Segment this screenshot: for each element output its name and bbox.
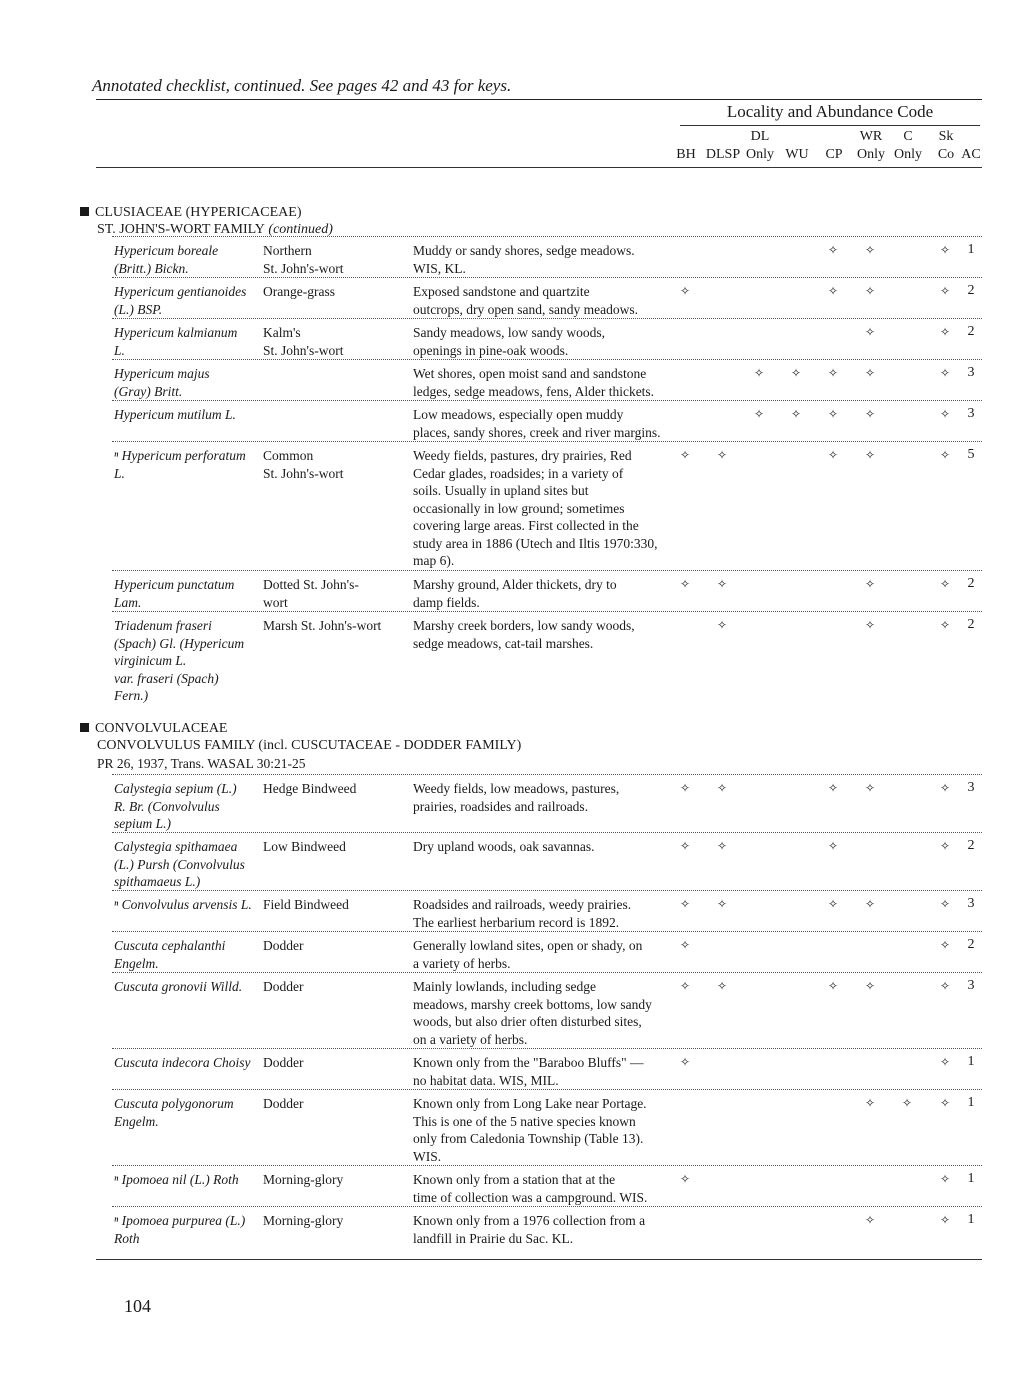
presence-marker-icon: ✧ [828,366,839,380]
row-divider [112,1089,982,1090]
presence-marker-icon: ✧ [754,407,765,421]
abundance-code: 2 [967,576,975,591]
species-scientific-name: Cuscuta polygonorum Engelm. [114,1096,234,1129]
presence-marker-icon: ✧ [828,897,839,911]
species-scientific-name: Cuscuta gronovii Willd. [114,979,243,994]
species-common-name: Kalm's St. John's-wort [263,325,344,358]
abundance-code: 2 [967,838,975,853]
abundance-code: 2 [967,324,975,339]
species-habitat: Muddy or sandy shores, sedge meadows. WIS, KL. [413,243,635,276]
species-common-name: Dotted St. John's- wort [263,577,359,610]
species-scientific-name: Hypericum mutilum L. [114,407,236,422]
presence-marker-icon: ✧ [791,407,802,421]
column-header-top: C [903,129,913,144]
presence-marker-icon: ✧ [865,577,876,591]
species-scientific-name: Hypericum boreale (Britt.) Bickn. [114,243,219,276]
presence-marker-icon: ✧ [940,897,951,911]
species-habitat: Generally lowland sites, open or shady, on a variety of herbs. [413,938,643,971]
presence-marker-icon: ✧ [940,407,951,421]
presence-marker-icon: ✧ [865,407,876,421]
species-scientific-name: Hypericum kalmianum L. [114,325,238,358]
presence-marker-icon: ✧ [680,897,691,911]
species-habitat: Low meadows, especially open muddy places, sandy shores, creek and river margins. [413,407,661,440]
presence-marker-icon: ✧ [828,839,839,853]
column-header-bottom: AC [961,147,981,162]
row-divider [112,1206,982,1207]
species-scientific-name: Cuscuta indecora Choisy [114,1055,251,1070]
species-scientific-name: Hypericum gentianoides (L.) BSP. [114,284,247,317]
family-subtitle-note: (continued) [264,222,333,237]
column-header-bottom: Only [894,147,922,162]
abundance-code: 1 [967,1171,975,1186]
column-header-bottom: Only [857,147,885,162]
presence-marker-icon: ✧ [940,325,951,339]
species-habitat: Marshy ground, Alder thickets, dry to damp fields. [413,577,617,610]
abundance-code: 1 [967,1212,975,1227]
species-common-name: Northern St. John's-wort [263,243,344,276]
presence-marker-icon: ✧ [828,781,839,795]
presence-marker-icon: ✧ [940,448,951,462]
species-common-name: Morning-glory [263,1172,344,1187]
row-divider [112,1165,982,1166]
row-divider [112,441,982,442]
species-habitat: Exposed sandstone and quartzite outcrops, dry open sand, sandy meadows. [413,284,638,317]
presence-marker-icon: ✧ [828,284,839,298]
page-title: Annotated checklist, continued. See pages 42 and 43 for keys. [92,76,512,95]
column-header-bottom: DLSP [705,147,741,162]
species-common-name: Low Bindweed [263,839,346,854]
row-divider [112,774,982,775]
row-divider [112,570,982,571]
presence-marker-icon: ✧ [680,938,691,952]
presence-marker-icon: ✧ [940,781,951,795]
species-common-name: Marsh St. John's-wort [263,618,382,633]
species-scientific-name: ⁿ Ipomoea nil (L.) Roth [114,1172,239,1187]
abundance-code: 3 [967,406,975,421]
presence-marker-icon: ✧ [865,243,876,257]
locality-title: Locality and Abundance Code [726,102,934,121]
presence-marker-icon: ✧ [865,979,876,993]
column-header-top: Sk [938,129,954,144]
abundance-code: 1 [967,1054,975,1069]
abundance-code: 3 [967,896,975,911]
presence-marker-icon: ✧ [680,1172,691,1186]
presence-marker-icon: ✧ [940,1172,951,1186]
species-scientific-name: Calystegia spithamaea (L.) Pursh (Convolvulus spithamaeus L.) [114,839,245,889]
column-header-top: WR [859,129,883,144]
presence-marker-icon: ✧ [680,577,691,591]
presence-marker-icon: ✧ [717,618,728,632]
row-divider [112,277,982,278]
page-number: 104 [124,1296,151,1316]
abundance-code: 2 [967,617,975,632]
family-name [80,720,227,737]
presence-marker-icon: ✧ [717,781,728,795]
row-divider [112,236,982,237]
species-habitat: Mainly lowlands, including sedge meadows, marshy creek bottoms, low sandy woods, but also drier often disturbed sites, on a variety of herbs. [413,979,652,1047]
abundance-code: 3 [967,780,975,795]
presence-marker-icon: ✧ [865,781,876,795]
row-divider [112,890,982,891]
species-habitat: Known only from a station that at the time of collection was a campground. WIS. [413,1172,648,1205]
bottom-rule [96,1259,982,1260]
presence-marker-icon: ✧ [680,781,691,795]
row-divider [112,611,982,612]
species-scientific-name: Hypericum majus (Gray) Britt. [114,366,210,399]
presence-marker-icon: ✧ [865,366,876,380]
presence-marker-icon: ✧ [940,284,951,298]
presence-marker-icon: ✧ [940,938,951,952]
presence-marker-icon: ✧ [717,979,728,993]
species-scientific-name: ⁿ Ipomoea purpurea (L.) Roth [114,1213,246,1246]
species-habitat: Wet shores, open moist sand and sandstone ledges, sedge meadows, fens, Alder thickets. [413,366,655,399]
species-scientific-name: Hypericum punctatum Lam. [114,577,235,610]
presence-marker-icon: ✧ [865,1096,876,1110]
presence-marker-icon: ✧ [680,979,691,993]
row-divider [112,931,982,932]
presence-marker-icon: ✧ [902,1096,913,1110]
family-subtitle [97,737,521,754]
column-header-bottom: CP [825,147,843,162]
column-header-bottom: Only [746,147,774,162]
species-scientific-name: Calystegia sepium (L.) R. Br. (Convolvulus sepium L.) [114,781,237,831]
column-header-top: DL [750,129,770,144]
abundance-code: 3 [967,978,975,993]
column-header-bottom: Co [937,147,955,162]
column-header-bottom: BH [676,147,696,162]
header-rule [96,167,982,168]
species-common-name: Field Bindweed [263,897,349,912]
family-subtitle-text: ST. JOHN'S-WORT FAMILY [97,222,265,237]
species-habitat: Weedy fields, pastures, dry prairies, Red Cedar glades, roadsides; in a variety of soils. Usually in upland sites but occasionally in low ground; sometimes covering large areas. First collected in the study area in 1886 (Utech and Iltis 1970:330, map 6). [413,448,658,568]
species-habitat: Known only from a 1976 collection from a landfill in Prairie du Sac. KL. [413,1213,646,1246]
presence-marker-icon: ✧ [717,897,728,911]
column-header-bottom: WU [785,147,809,162]
species-habitat: Weedy fields, low meadows, pastures, prairies, roadsides and railroads. [413,781,620,814]
presence-marker-icon: ✧ [680,839,691,853]
presence-marker-icon: ✧ [865,284,876,298]
row-divider [112,832,982,833]
abundance-code: 2 [967,283,975,298]
species-habitat: Roadsides and railroads, weedy prairies. The earliest herbarium record is 1892. [413,897,632,930]
species-habitat: Marshy creek borders, low sandy woods, sedge meadows, cat-tail marshes. [413,618,635,651]
presence-marker-icon: ✧ [940,577,951,591]
species-common-name: Dodder [263,1055,304,1070]
species-habitat: Known only from the "Baraboo Bluffs" — no habitat data. WIS, MIL. [413,1055,644,1088]
family-name [80,204,302,221]
row-divider [112,318,982,319]
abundance-code: 5 [967,447,975,462]
presence-marker-icon: ✧ [940,839,951,853]
species-common-name: Dodder [263,1096,304,1111]
species-scientific-name: ⁿ Hypericum perforatum L. [114,448,246,481]
presence-marker-icon: ✧ [865,897,876,911]
row-divider [112,359,982,360]
presence-marker-icon: ✧ [828,979,839,993]
species-common-name: Orange-grass [263,284,335,299]
species-habitat: Sandy meadows, low sandy woods, openings in pine-oak woods. [413,325,605,358]
presence-marker-icon: ✧ [940,1213,951,1227]
top-rule [96,99,982,100]
family-name-text: CONVOLVULACEAE [95,721,228,736]
species-common-name: Common St. John's-wort [263,448,344,481]
presence-marker-icon: ✧ [865,448,876,462]
abundance-code: 2 [967,937,975,952]
presence-marker-icon: ✧ [680,284,691,298]
abundance-code: 1 [967,242,975,257]
species-common-name: Dodder [263,938,304,953]
family-reference: PR 26, 1937, Trans. WASAL 30:21-25 [97,756,306,771]
family-bullet-icon [80,207,89,216]
presence-marker-icon: ✧ [828,243,839,257]
row-divider [112,1048,982,1049]
abundance-code: 1 [967,1095,975,1110]
species-habitat: Dry upland woods, oak savannas. [413,839,595,854]
species-scientific-name: ⁿ Convolvulus arvensis L. [114,897,252,912]
presence-marker-icon: ✧ [717,577,728,591]
locality-rule [680,125,980,126]
presence-marker-icon: ✧ [940,366,951,380]
presence-marker-icon: ✧ [940,979,951,993]
presence-marker-icon: ✧ [791,366,802,380]
presence-marker-icon: ✧ [717,839,728,853]
presence-marker-icon: ✧ [940,1096,951,1110]
presence-marker-icon: ✧ [940,618,951,632]
species-habitat: Known only from Long Lake near Portage. This is one of the 5 native species known only from Caledonia Township (Table 13). WIS. [413,1096,647,1164]
family-bullet-icon [80,723,89,732]
presence-marker-icon: ✧ [865,325,876,339]
species-common-name: Morning-glory [263,1213,344,1228]
abundance-code: 3 [967,365,975,380]
presence-marker-icon: ✧ [680,1055,691,1069]
species-common-name: Dodder [263,979,304,994]
family-subtitle-text: CONVOLVULUS FAMILY (incl. CUSCUTACEAE - DODDER FAMILY) [97,738,522,753]
species-common-name: Hedge Bindweed [263,781,357,796]
presence-marker-icon: ✧ [865,1213,876,1227]
presence-marker-icon: ✧ [865,618,876,632]
presence-marker-icon: ✧ [940,243,951,257]
presence-marker-icon: ✧ [717,448,728,462]
species-scientific-name: Cuscuta cephalanthi Engelm. [114,938,226,971]
presence-marker-icon: ✧ [680,448,691,462]
presence-marker-icon: ✧ [754,366,765,380]
species-scientific-name: Triadenum fraseri (Spach) Gl. (Hypericum virginicum L. var. fraseri (Spach) Fern.) [114,618,245,703]
presence-marker-icon: ✧ [828,448,839,462]
row-divider [112,400,982,401]
row-divider [112,972,982,973]
family-name-text: CLUSIACEAE (HYPERICACEAE) [95,205,302,220]
presence-marker-icon: ✧ [828,407,839,421]
presence-marker-icon: ✧ [940,1055,951,1069]
